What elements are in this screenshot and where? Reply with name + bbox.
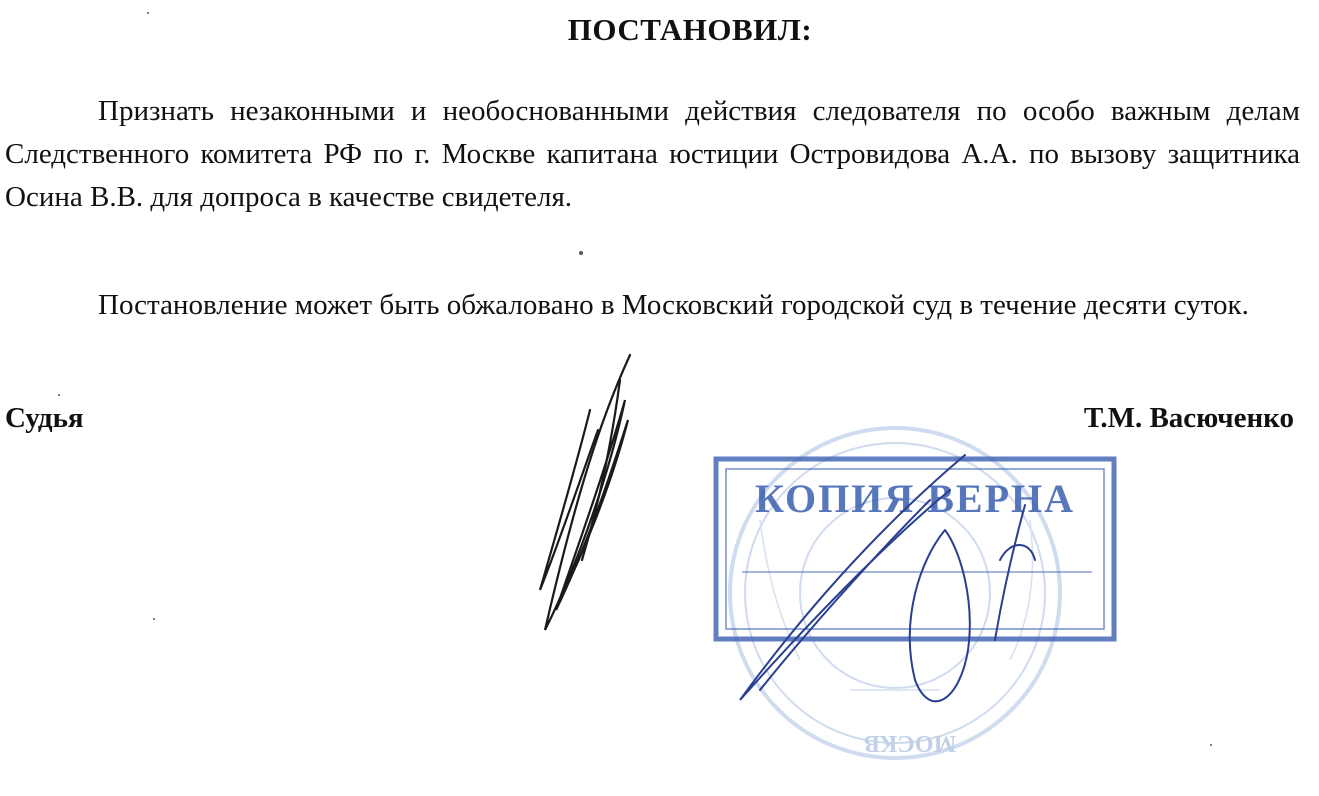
copy-correct-label: КОПИЯ ВЕРНА: [754, 476, 1076, 521]
judge-signature: [540, 355, 630, 630]
ruling-paragraph: Признать незаконными и необоснованными действия следователя по особо важным делам Следственного комитета РФ по г. Москве капитана юстиции Островидова А.А. по вызову защитника Осина В.В. для допроса в качестве свидетеля.: [5, 95, 1300, 213]
judge-title: Судья: [5, 402, 84, 434]
appeal-paragraph: Постановление может быть обжаловано в Московский городской суд в течение десяти суток.: [98, 289, 1249, 321]
seal-text: МОСКВ: [863, 730, 957, 756]
resolution-heading: ПОСТАНОВИЛ:: [567, 12, 813, 47]
judge-name: Т.М. Васюченко: [1083, 402, 1294, 434]
